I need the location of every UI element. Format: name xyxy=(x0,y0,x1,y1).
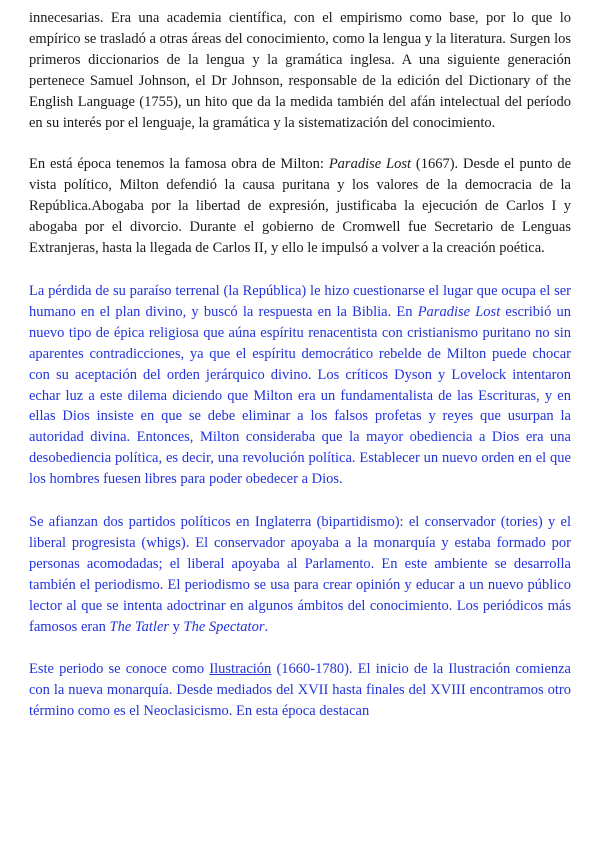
paragraph-enlightenment xyxy=(29,659,571,722)
paragraph-text: Este periodo se conoce como xyxy=(29,661,210,678)
paragraph-text: escribió un nuevo tipo de épica religiosa que aúna espíritu renacentista con cristianismo puritano no sin aparentes contradicciones, ya que el espíritu democrático rebelde de Milton puede chocar con su aceptación del orden jerárquico divino. Los críticos Dyson y Lovelock intentaron echar luz a este dilema diciendo que Milton era un fundamentalista de las Escrituras, y en ellas Dios insiste en que se debe eliminar a los falsos profetas y reyes que usurpan la autoridad divina. Entonces, Milton consideraba que la mayor obediencia a Dios era una desobediencia política, es decir, una revolución política. Establecer un nuevo orden en el que los hombres fuesen libres para poder obedecer a Dios. xyxy=(29,303,571,488)
paragraph-royal-society-johnson: innecesarias. Era una academia científica, con el empirismo como base, por lo que lo empírico se trasladó a otras áreas del conocimiento, como la lengua y la literatura. Surgen los primeros diccionarios de la lengua y la gramática inglesa. A una siguiente generación pertenece Samuel Johnson, el Dr Johnson, responsable de la edición del Dictionary of the English Language (1755), un hito que da la medida también del afán intelectual del período en su interés por el lenguaje, la gramática y la sistematización del conocimiento. xyxy=(29,10,571,131)
paragraph-milton-politics xyxy=(29,154,571,259)
paragraph-paradise-lost-analysis xyxy=(29,281,571,490)
paragraph-text: . xyxy=(264,618,269,635)
work-title-the-tatler: The Tatler xyxy=(109,618,170,635)
paragraph-text: (1660-1780). El inicio de la Ilustración comienza con la nueva monarquía. Desde mediados del XVII hasta finales del XVIII encontramos otro término como es el Neoclasicismo. En esta época destacan xyxy=(29,661,571,720)
paragraph-text: y xyxy=(169,618,184,635)
paragraph-text: Se afianzan dos partidos políticos en Inglaterra (bipartidismo): el conservador (tories) y el liberal progresista (whigs). El conservador apoyaba a la monarquía y estaba formado por personas acomodadas; el liberal apoyaba al Parlamento. En este ambiente se desarrolla también el periodismo. El periodismo se usa para crear opinión y educar a un nuevo público lector al que se intenta adoctrinar en algunos ámbitos del conocimiento. Los periódicos más famosos eran xyxy=(29,514,571,635)
work-title-paradise-lost: Paradise Lost xyxy=(328,156,412,173)
term-ilustracion-link[interactable]: Ilustración xyxy=(209,661,272,678)
paragraph-text: La pérdida de su paraíso terrenal (la República) le hizo cuestionarse el lugar que ocupa el ser humano en el plan divino, y buscó la respuesta en la Biblia. En xyxy=(29,282,571,320)
paragraph-political-parties-journalism xyxy=(29,512,571,637)
paragraph-text: En está época tenemos la famosa obra de Milton: xyxy=(29,156,329,173)
work-title-paradise-lost: Paradise Lost xyxy=(417,303,501,320)
paragraph-text: (1667). Desde el punto de vista político, Milton defendió la causa puritana y los valores de la democracia de la República.Abogaba por la libertad de expresión, justificaba la ejecución de Carlos I y abogaba por el divorcio. Durante el gobierno de Cromwell fue Secretario de Lenguas Extranjeras, hasta la llegada de Carlos II, y ello le impulsó a volver a la creación poética. xyxy=(29,156,572,257)
work-title-the-spectator: The Spectator xyxy=(183,618,265,635)
